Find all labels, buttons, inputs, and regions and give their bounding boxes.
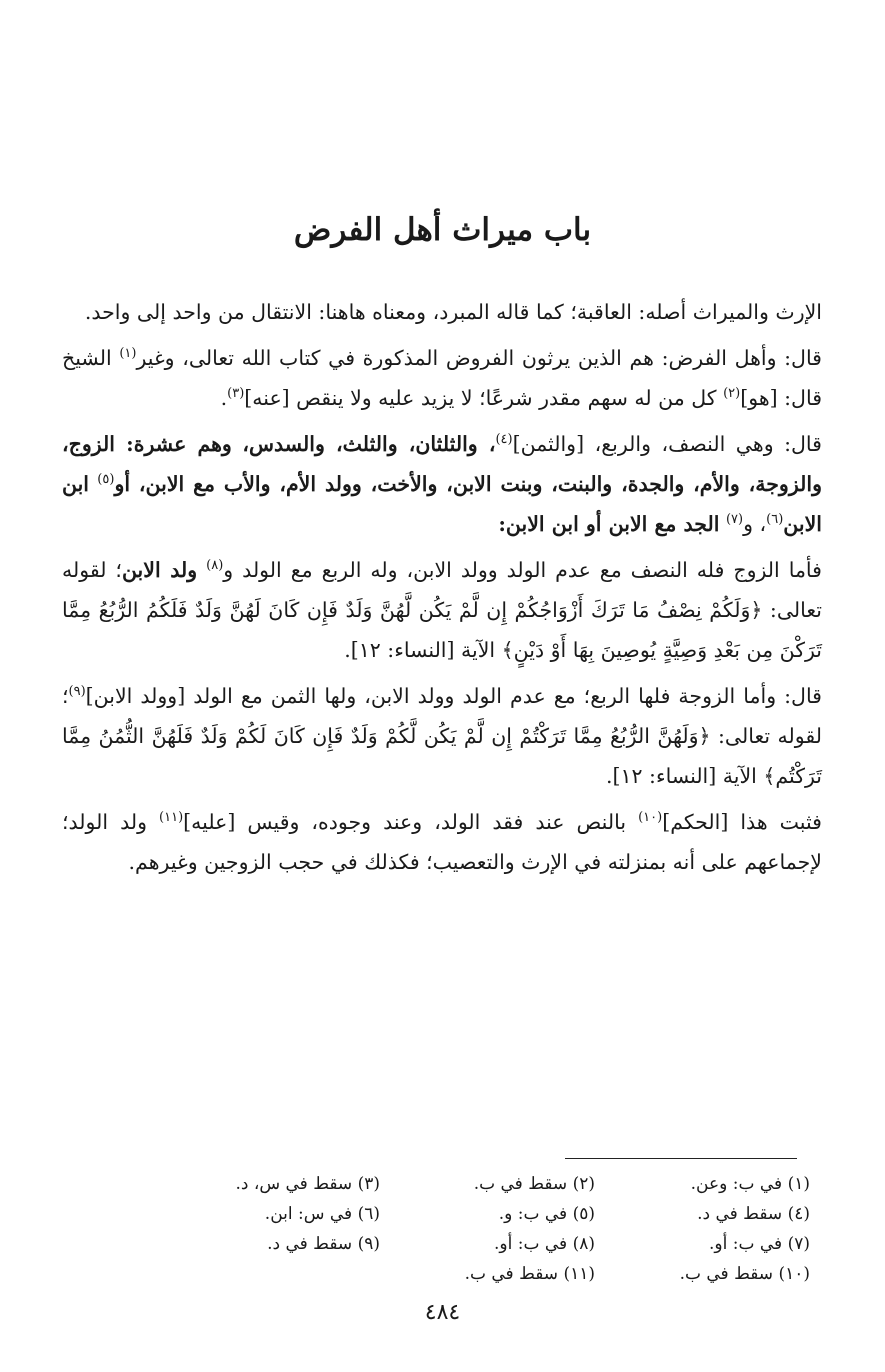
footnote-10: (١٠) سقط في ب. bbox=[679, 1264, 810, 1284]
footnote-ref: (٢) bbox=[723, 386, 741, 402]
footnote-6: (٦) في س: ابن. bbox=[264, 1204, 380, 1224]
paragraph-6: فثبت هذا [الحكم]$^{(١٠)}$ بالنص عند فقد الولد، وعند وجوده، وقيس [عليه]$^{(١١)}$ ولد الولد؛ لإجماعهم على أنه بمنزلته في الإرث والتعصيب؛ فكذلك في حجب الزوجين وغيرهم. bbox=[62, 810, 822, 874]
footnote-ref: (٩) bbox=[68, 684, 86, 700]
footnote-ref: (٥) bbox=[97, 472, 115, 488]
footnote-4: (٤) سقط في د. bbox=[697, 1204, 810, 1224]
footnote-11: (١١) سقط في ب. bbox=[464, 1264, 595, 1284]
footnote-9: (٩) سقط في د. bbox=[267, 1234, 380, 1254]
paragraph-3: قال: وهي النصف، والربع، [والثمن]$^{(٤)}$، والثلثان، والثلث، والسدس، وهم عشرة: الزوج، والزوجة، والأم، والجدة، والبنت، وبنت الابن، والأخت، وولد الأم، والأب مع الابن، أو$^{(٥)}$ ابن الابن$^{(٦)}$، و$^{(٧)}$ الجد مع الابن أو ابن الابن: bbox=[62, 432, 822, 536]
footnote-5: (٥) في ب: و. bbox=[498, 1204, 595, 1224]
paragraph-2: قال: وأهل الفرض: هم الذين يرثون الفروض المذكورة في كتاب الله تعالى، وغير$^{(١)}$ الشيخ قال: [هو]$^{(٢)}$ كل من له سهم مقدر شرعًا؛ لا يزيد عليه ولا ينقص [عنه]$^{(٣)}$. bbox=[62, 346, 822, 410]
chapter-title: باب ميراث أهل الفرض bbox=[293, 212, 592, 248]
footnote-ref: (٤) bbox=[495, 432, 513, 448]
footnote-ref: (١٠) bbox=[638, 810, 663, 826]
footnote-3: (٣) سقط في س، د. bbox=[235, 1174, 380, 1194]
footnote-8: (٨) في ب: أو. bbox=[494, 1234, 595, 1254]
footnote-2: (٢) سقط في ب. bbox=[473, 1174, 595, 1194]
quran-verse: ﴿وَلَكُمْ نِصْفُ مَا تَرَكَ أَزْوَاجُكُمْ إِن لَّمْ يَكُن لَّهُنَّ وَلَدٌ فَإِن كَانَ لَهُنَّ وَلَدٌ فَلَكُمُ الرُّبُعُ مِمَّا تَرَكْنَ مِن بَعْدِ وَصِيَّةٍ يُوصِينَ بِهَا أَوْ دَيْنٍ﴾ bbox=[62, 598, 822, 662]
paragraph-5: قال: وأما الزوجة فلها الربع؛ مع عدم الولد وولد الابن، ولها الثمن مع الولد [وولد الابن]$^{(٩)}$؛ لقوله تعالى: ﴿وَلَهُنَّ الرُّبُعُ مِمَّا تَرَكْتُمْ إِن لَّمْ يَكُن لَّكُمْ وَلَدٌ فَإِن كَانَ لَكُمْ وَلَدٌ فَلَهُنَّ الثُّمُنُ مِمَّا تَرَكْتُم﴾ الآية [النساء: ١٢]. bbox=[62, 684, 822, 788]
footnote-ref: (٦) bbox=[766, 512, 784, 528]
footnote-ref: (١١) bbox=[159, 810, 184, 826]
footnote-1: (١) في ب: وعن. bbox=[690, 1174, 810, 1194]
quran-verse: ﴿وَلَهُنَّ الرُّبُعُ مِمَّا تَرَكْتُمْ إِن لَّمْ يَكُن لَّكُمْ وَلَدٌ فَإِن كَانَ لَكُمْ وَلَدٌ فَلَهُنَّ الثُّمُنُ مِمَّا تَرَكْتُم﴾ bbox=[62, 724, 822, 788]
paragraph-1: الإرث والميراث أصله: العاقبة؛ كما قاله المبرد، ومعناه هاهنا: الانتقال من واحد إلى واحد. bbox=[84, 300, 822, 324]
footnote-7: (٧) في ب: أو. bbox=[709, 1234, 810, 1254]
footnotes bbox=[170, 1171, 810, 1287]
footnote-ref: (١) bbox=[119, 346, 137, 362]
main-text bbox=[62, 292, 822, 888]
paragraph-4: فأما الزوج فله النصف مع عدم الولد وولد الابن، وله الربع مع الولد و$^{(٨)}$ ولد الابن؛ لقوله تعالى: ﴿وَلَكُمْ نِصْفُ مَا تَرَكَ أَزْوَاجُكُمْ إِن لَّمْ يَكُن لَّهُنَّ وَلَدٌ فَإِن كَانَ لَهُنَّ وَلَدٌ فَلَكُمُ الرُّبُعُ مِمَّا تَرَكْنَ مِن بَعْدِ وَصِيَّةٍ يُوصِينَ بِهَا أَوْ دَيْنٍ﴾ الآية [النساء: ١٢]. bbox=[62, 558, 822, 662]
footnote-ref: (٧) bbox=[725, 512, 744, 528]
page-number: ٤٨٤ bbox=[424, 1300, 461, 1325]
footnote-ref: (٣) bbox=[227, 386, 245, 402]
footnote-ref: (٨) bbox=[206, 558, 224, 574]
footnote-divider bbox=[565, 1158, 797, 1159]
